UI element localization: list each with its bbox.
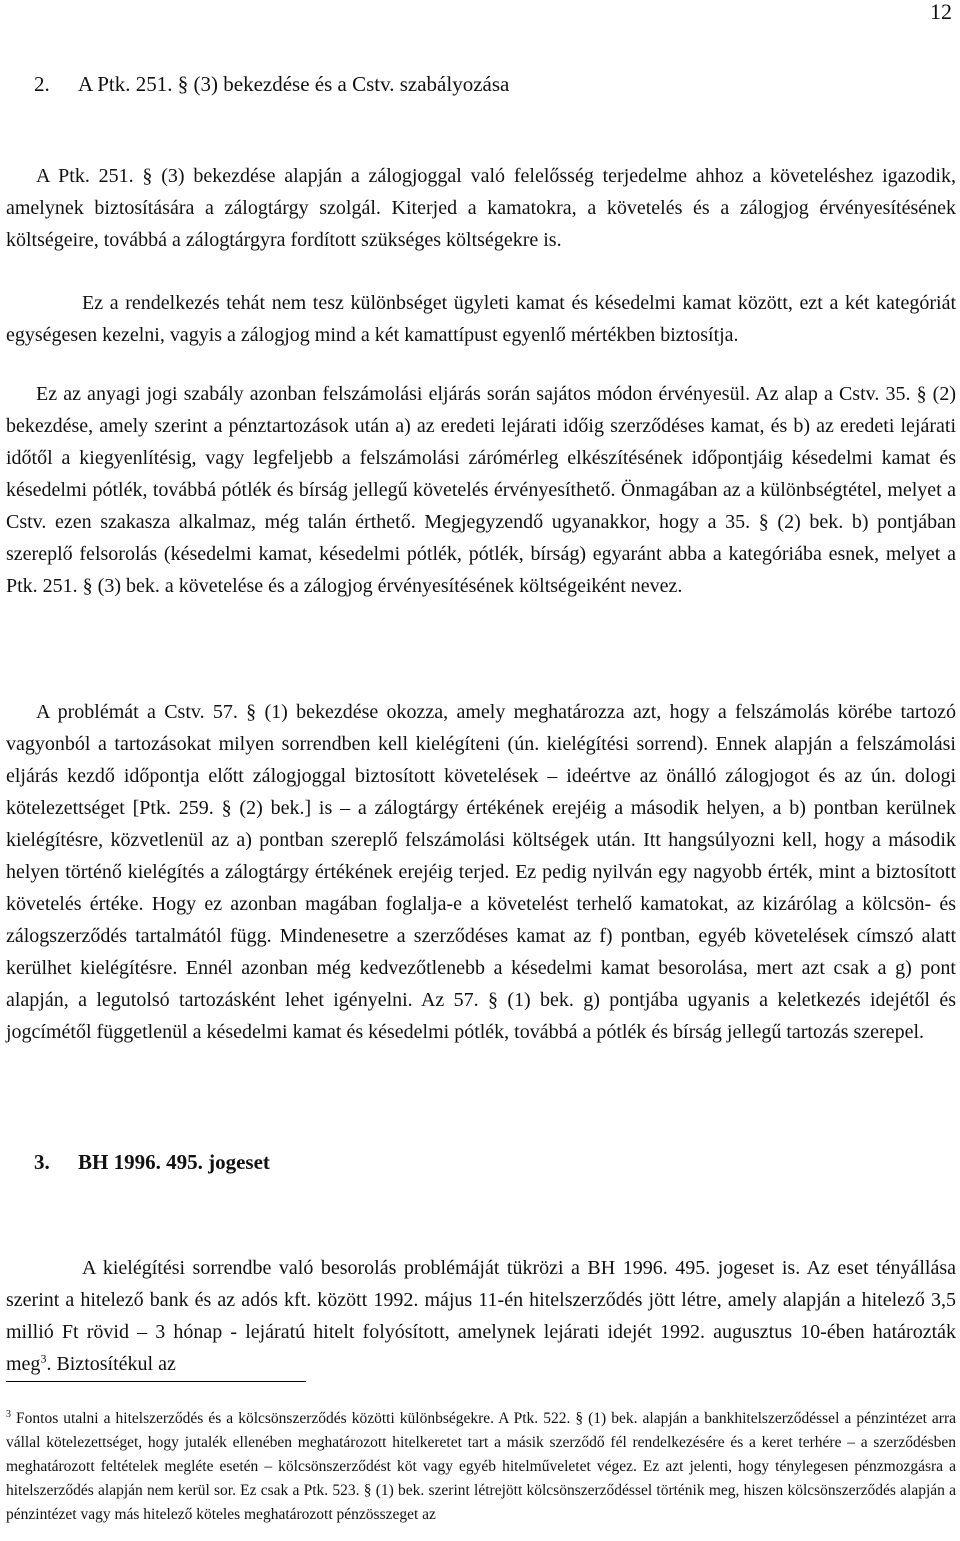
- footnote: [6, 1407, 956, 1527]
- section-heading: [34, 72, 509, 96]
- paragraph: A Ptk. 251. § (3) bekezdése alapján a zálogjoggal való felelősség terjedelme ahhoz a követeléshez igazodik, amelynek biztosítására a zálogtárgy szolgál. Kiterjed a kamatokra, a követelés és a zálogjog érvényesítésének költségeire, továbbá a zálogtárgyra fordított szükséges költségekre is.: [6, 165, 956, 251]
- paragraph-text: A kielégítési sorrendbe való besorolás problémáját tükrözi a BH 1996. 495. jogeset is. Az eset tényállása szerint a hitelező bank és az adós kft. között 1992. május 11-én hitelszerződés jött létre, amely alapján a hitelező 3,5 millió Ft rövid – 3 hónap - lejáratú hitelt folyósított, amelynek lejárati idejét 1992. augusztus 10-ében határozták meg: [6, 1257, 956, 1375]
- section-heading: [34, 1150, 270, 1174]
- section-title: BH 1996. 495. jogeset: [78, 1150, 270, 1174]
- section-title: A Ptk. 251. § (3) bekezdése és a Cstv. szabályozása: [78, 72, 510, 96]
- paragraph: [6, 1252, 956, 1380]
- section-number: 3.: [34, 1150, 50, 1174]
- footnote-text: Fontos utalni a hitelszerződés és a kölcsönszerződés közötti különbségekre. A Ptk. 522. § (1) bek. alapján a bankhitelszerződéssel a pénzintézet arra vállal kötelezettséget, hogy jutalék ellenében meghatározott hitelkeretet tart a másik szerződő fél rendelkezésére és a keret terhére – a szerződésben meghatározott feltételek megléte esetén – kölcsönszerződést köt vagy egyéb hitelműveletet végez. Ez azt jelenti, hogy ténylegesen pénzmozgásra a hitelszerződés alapján nem kerül sor. Ez csak a Ptk. 523. § (1) bek. szerint létrejött kölcsönszerződéssel történik meg, hiszen kölcsönszerződés alapján a pénzintézet vagy más hitelező köteles meghatározott pénzösszeget az: [6, 1409, 957, 1523]
- paragraph: Ez az anyagi jogi szabály azonban felszámolási eljárás során sajátos módon érvényesül. Az alap a Cstv. 35. § (2) bekezdése, amely szerint a pénztartozások után a) az eredeti lejárati időig szerződéses kamat, és b) az eredeti lejárati időtől a kiegyenlítésig, vagy legfeljebb a felszámolási zárómérleg elkészítésének időpontjáig késedelmi kamat és késedelmi pótlék, továbbá pótlék és bírság jellegű követelés érvényesíthető. Önmagában az a különbségtétel, melyet a Cstv. ezen szakasza alkalmaz, még talán érthető. Megjegyzendő ugyanakkor, hogy a 35. § (2) bek. b) pontjában szereplő felsorolás (késedelmi kamat, késedelmi pótlék, pótlék, bírság) egyaránt abba a kategóriába esnek, melyet a Ptk. 251. § (3) bek. a követelése és a zálogjog érvényesítésének költségeiként nevez.: [6, 383, 956, 597]
- page-number: 12: [930, 0, 952, 24]
- paragraph: Ez a rendelkezés tehát nem tesz különbséget ügyleti kamat és késedelmi kamat között, ezt a két kategóriát egységesen kezelni, vagyis a zálogjog mind a két kamattípust egyenlő mértékben biztosítja.: [6, 292, 956, 346]
- footnote-separator: [6, 1381, 306, 1382]
- paragraph: A problémát a Cstv. 57. § (1) bekezdése okozza, amely meghatározza azt, hogy a felszámolás körébe tartozó vagyonból a tartozásokat milyen sorrendben kell kielégíteni (ún. kielégítési sorrend). Ennek alapján a felszámolási eljárás kezdő időpontja előtt zálogjoggal biztosított követelések – ideértve az önálló zálogjogot és az ún. dologi kötelezettséget [Ptk. 259. § (2) bek.] is – a zálogtárgy értékének erejéig a második helyen, a b) pontban kerülnek kielégítésre, közvetlenül az a) pontban szereplő felszámolási költségek után. Itt hangsúlyozni kell, hogy a második helyen történő kielégítés a zálogtárgy értékének erejéig terjed. Ez pedig nyilván egy nagyobb érték, mint a biztosított követelés értéke. Hogy ez azonban magában foglalja-e a követelést terhelő kamatokat, az kizárólag a kölcsön- és zálogszerződés tartalmától függ. Mindenesetre a szerződéses kamat az f) pontban, egyéb követelések címszó alatt kerülhet kielégítésre. Ennél azonban még kedvezőtlenebb a késedelmi kamat besorolása, mert azt csak a g) pont alapján, a legutolsó tartozásként lehet igényelni. Az 57. § (1) bek. g) pontjába ugyanis a keletkezés idejétől és jogcímétől függetlenül a késedelmi kamat és késedelmi pótlék, továbbá a pótlék és bírság jellegű tartozás szerepel.: [6, 701, 956, 1043]
- footnote-marker: 3: [6, 1408, 11, 1420]
- footnote-reference[interactable]: 3: [40, 1351, 47, 1366]
- paragraph-text: . Biztosítékul az: [46, 1353, 176, 1375]
- section-number: 2.: [34, 72, 50, 96]
